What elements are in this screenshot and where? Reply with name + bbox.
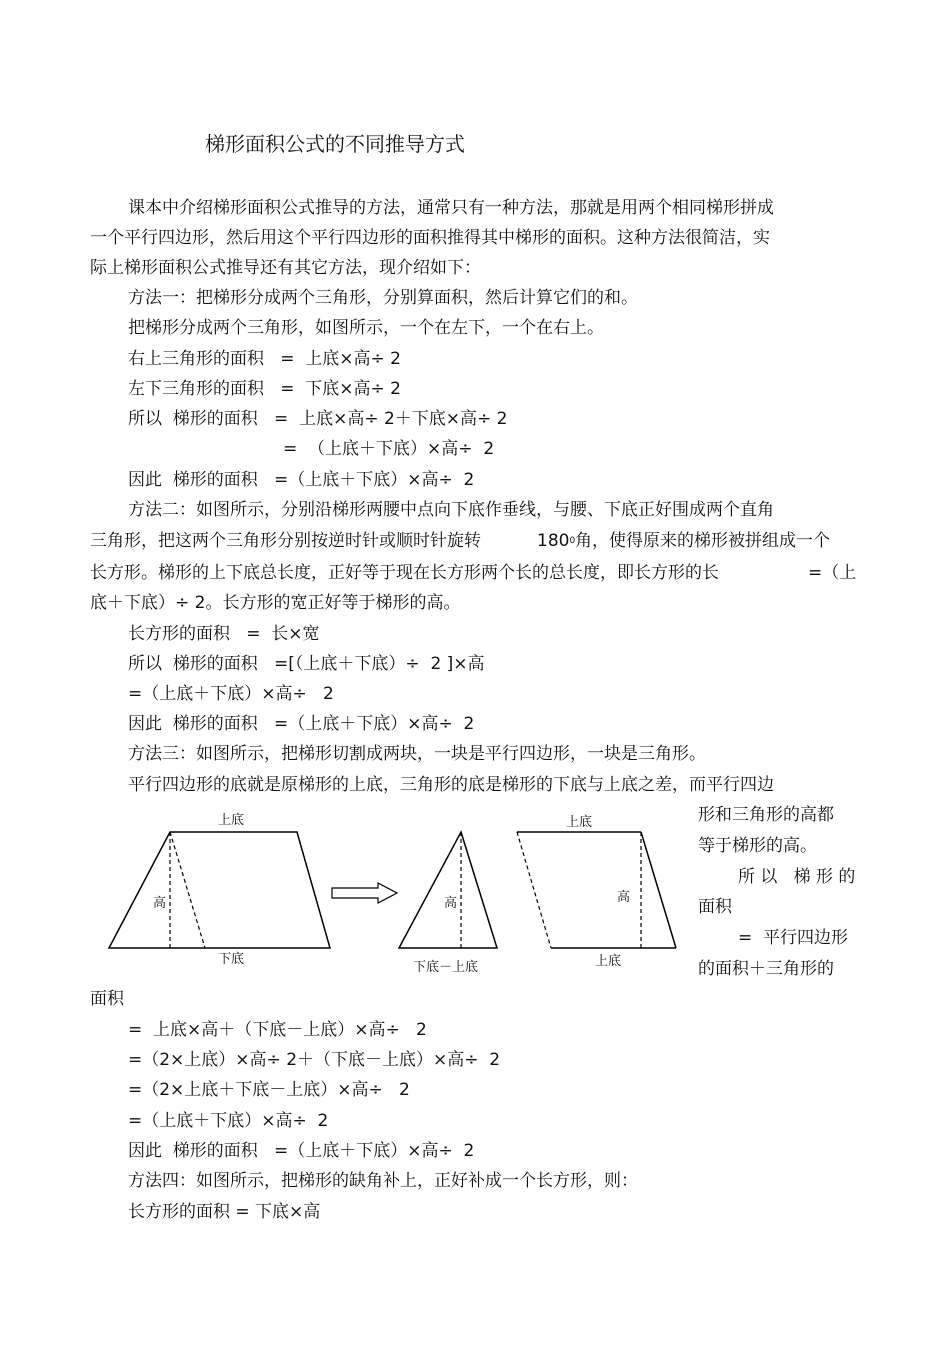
method1-eq-2: 左下三角形的面积 = 下底×高÷ 2 [128, 379, 401, 399]
method2-degree [537, 530, 575, 552]
method2-line-1: 方法二：如图所示，分别沿梯形两腰中点向下底作垂线，与腰、下底正好围成两个直角 [128, 500, 774, 520]
method3-side-2: 等于梯形的高。 [698, 836, 817, 856]
method2-eq-3: =（上底＋下底）×高÷ 2 [128, 684, 334, 704]
method1-conclusion: 因此 梯形的面积 =（上底＋下底）×高÷ 2 [128, 470, 475, 490]
method2-line-2b: 角，使得原来的梯形被拼组成一个 [575, 531, 830, 551]
intro-line-2: 一个平行四边形，然后用这个平行四边形的面积推得其中梯形的面积。这种方法很简洁，实 [90, 228, 770, 248]
method2-line-3a: 长方形。梯形的上下底总长度，正好等于现在长方形两个长的总长度，即长方形的长 [90, 563, 719, 583]
method1-desc: 把梯形分成两个三角形，如图所示，一个在左下，一个在右上。 [128, 318, 604, 338]
method1-eq-1: 右上三角形的面积 = 上底×高÷ 2 [128, 349, 401, 369]
intro-line-1: 课本中介绍梯形面积公式推导的方法，通常只有一种方法，那就是用两个相同梯形拼成 [128, 198, 774, 218]
method4-line-2: 长方形的面积 = 下底×高 [128, 1202, 321, 1222]
method1-eq-3: 所以 梯形的面积 = 上底×高÷ 2＋下底×高÷ 2 [128, 409, 508, 429]
degree-superscript: 0 [569, 536, 576, 546]
label-bottom-base: 下底 [218, 952, 245, 967]
method3-side-4: 面积 [698, 897, 732, 917]
method3-conclusion: 因此 梯形的面积 =（上底＋下底）×高÷ 2 [128, 1141, 475, 1161]
method3-side-5: = 平行四边形 [738, 928, 849, 948]
degree-value: 180 [537, 531, 570, 551]
label-para-bottom: 上底 [595, 954, 622, 969]
method3-eq-2: =（2×上底）×高÷ 2＋（下底－上底）×高÷ 2 [128, 1050, 501, 1070]
method2-line-3b: =（上 [808, 563, 857, 583]
arrow-icon [332, 883, 397, 903]
method3-side-6: 的面积＋三角形的 [698, 959, 834, 979]
method3-eq-4: =（上底＋下底）×高÷ 2 [128, 1111, 329, 1131]
parallelogram-right-side [641, 832, 676, 948]
method3-line-1: 方法三：如图所示，把梯形切割成两块，一块是平行四边形，一块是三角形。 [128, 744, 706, 764]
label-triangle-height: 高 [444, 896, 458, 911]
label-diff-base: 下底－上底 [413, 960, 479, 975]
method2-conclusion: 因此 梯形的面积 =（上底＋下底）×高÷ 2 [128, 714, 475, 734]
method3-line-2: 平行四边形的底就是原梯形的上底，三角形的底是梯形的下底与上底之差，而平行四边 [128, 775, 774, 795]
cut-triangle [399, 832, 497, 948]
method4-line-1: 方法四：如图所示，把梯形的缺角补上，正好补成一个长方形，则： [128, 1171, 638, 1191]
trapezoid-cut-line [170, 832, 205, 948]
method2-eq-2: 所以 梯形的面积 =[（上底＋下底）÷ 2 ]×高 [128, 654, 485, 674]
parallelogram-left-side [517, 832, 551, 948]
original-trapezoid [109, 832, 330, 948]
label-top-base: 上底 [218, 813, 245, 828]
method3-side-3: 所 以 梯 形 的 [738, 867, 856, 887]
method3-side-7: 面积 [90, 989, 124, 1009]
method3-eq-3: =（2×上底＋下底－上底）×高÷ 2 [128, 1080, 410, 1100]
label-para-height: 高 [617, 890, 631, 905]
label-height: 高 [153, 896, 167, 911]
intro-line-3: 际上梯形面积公式推导还有其它方法，现介绍如下： [90, 258, 481, 278]
method1-heading: 方法一：把梯形分成两个三角形，分别算面积，然后计算它们的和。 [128, 288, 638, 308]
method3-side-1: 形和三角形的高都 [698, 805, 834, 825]
label-para-top: 上底 [566, 815, 593, 830]
method2-eq-1: 长方形的面积 = 长×宽 [128, 624, 320, 644]
method3-eq-1: = 上底×高＋（下底－上底）×高÷ 2 [128, 1020, 427, 1040]
method2-line-2a: 三角形，把这两个三角形分别按逆时针或顺时针旋转 [90, 531, 481, 551]
method1-eq-4: = （上底＋下底）×高÷ 2 [283, 439, 495, 459]
page-title: 梯形面积公式的不同推导方式 [205, 132, 465, 156]
method2-line-4: 底＋下底）÷ 2。长方形的宽正好等于梯形的高。 [90, 593, 461, 613]
